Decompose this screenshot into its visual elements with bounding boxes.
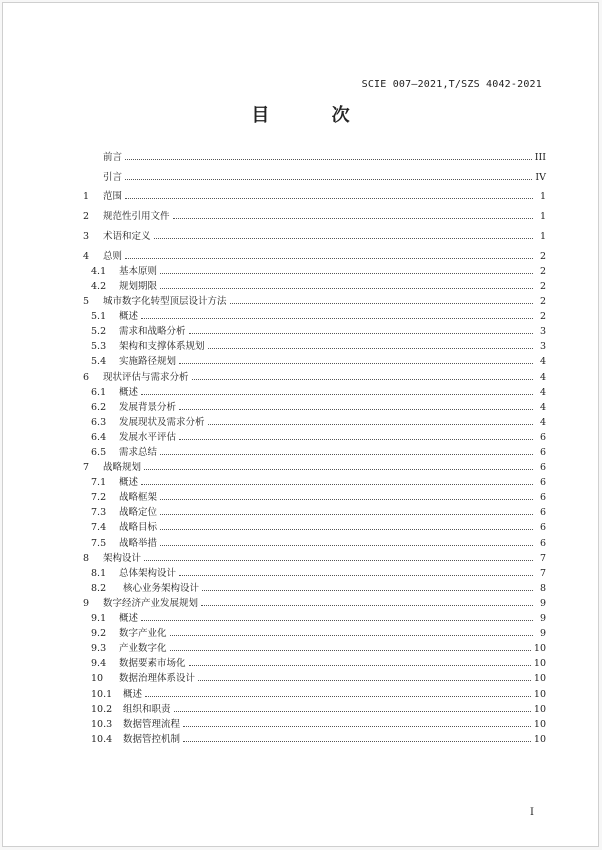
toc-entry[interactable] [83, 458, 546, 473]
toc-leader-dots [208, 424, 533, 425]
toc-leader-dots [189, 333, 533, 334]
toc-entry-number: 8 [83, 552, 90, 564]
toc-entry-page: 10 [533, 703, 546, 715]
toc-entry-number: 9.1 [91, 613, 107, 625]
toc-entry-page: 6 [539, 462, 546, 474]
toc-entry-label: 城市数字化转型顶层设计方法 [103, 296, 227, 308]
toc-leader-dots [183, 726, 531, 727]
toc-entry-page: 1 [539, 211, 546, 223]
toc-entry[interactable] [83, 443, 546, 458]
toc-entry-label: 组织和职责 [123, 703, 171, 715]
toc-entry-page: 6 [539, 537, 546, 549]
toc-entry-page: 2 [539, 265, 546, 277]
toc-entry[interactable] [83, 669, 546, 684]
toc-leader-dots [144, 469, 533, 470]
toc-entry[interactable] [83, 624, 546, 639]
toc-entry-label: 数据管理流程 [123, 718, 181, 730]
toc-entry[interactable] [83, 183, 546, 203]
toc-entry-page: 2 [539, 250, 546, 262]
toc-leader-dots [183, 741, 531, 742]
toc-leader-dots [179, 439, 533, 440]
toc-entry-page: 1 [539, 230, 546, 242]
toc-entry-page: 2 [539, 296, 546, 308]
toc-entry-page: 2 [539, 311, 546, 323]
toc-entry-number: 9.2 [91, 628, 107, 640]
toc-entry-label: 发展背景分析 [119, 401, 177, 413]
toc-leader-dots [201, 605, 533, 606]
table-of-contents [83, 143, 546, 745]
toc-entry-page: III [534, 151, 546, 163]
toc-entry-label: 数据要素市场化 [119, 658, 186, 670]
toc-entry-page: 6 [539, 522, 546, 534]
toc-leader-dots [202, 590, 533, 591]
toc-entry[interactable] [83, 473, 546, 488]
toc-entry[interactable] [83, 609, 546, 624]
toc-entry[interactable] [83, 277, 546, 292]
toc-entry-label: 产业数字化 [119, 643, 167, 655]
toc-entry-number: 10.1 [91, 688, 113, 700]
toc-entry[interactable] [83, 533, 546, 548]
document-page [2, 2, 599, 847]
toc-entry-page: 10 [533, 688, 546, 700]
toc-entry-number: 5 [83, 296, 90, 308]
toc-entry-label: 概述 [119, 386, 139, 398]
toc-entry-label: 引言 [103, 171, 123, 183]
toc-entry-number: 7.2 [91, 492, 107, 504]
toc-entry-number: 7 [83, 462, 90, 474]
toc-leader-dots [170, 650, 531, 651]
toc-entry[interactable] [83, 163, 546, 183]
toc-entry-number: 4.1 [91, 265, 107, 277]
toc-entry-label: 战略框架 [119, 492, 158, 504]
toc-entry-number: 1 [83, 191, 90, 203]
toc-entry-number: 5.3 [91, 341, 107, 353]
toc-entry[interactable] [83, 579, 546, 594]
toc-leader-dots [160, 514, 533, 515]
toc-entry[interactable] [83, 730, 546, 745]
toc-entry-label: 数字产业化 [119, 628, 167, 640]
toc-entry-label: 数据治理体系设计 [119, 673, 196, 685]
toc-leader-dots [170, 635, 533, 636]
toc-leader-dots [160, 273, 533, 274]
toc-entry-label: 战略目标 [119, 522, 158, 534]
toc-entry[interactable] [83, 488, 546, 503]
toc-entry[interactable] [83, 222, 546, 242]
toc-entry-label: 规划期限 [119, 280, 158, 292]
toc-entry-label: 需求和战略分析 [119, 326, 186, 338]
toc-leader-dots [160, 288, 533, 289]
toc-entry[interactable] [83, 143, 546, 163]
toc-leader-dots [125, 159, 532, 160]
toc-entry-number: 5.2 [91, 326, 107, 338]
toc-entry-number: 7.4 [91, 522, 107, 534]
toc-entry-label: 战略规划 [103, 462, 142, 474]
toc-entry-page: 6 [539, 492, 546, 504]
toc-entry-number: 7.5 [91, 537, 107, 549]
toc-leader-dots [145, 696, 531, 697]
toc-entry-number: 3 [83, 230, 90, 242]
toc-entry-label: 数字经济产业发展规划 [103, 597, 199, 609]
toc-entry-page: 6 [539, 447, 546, 458]
toc-entry-label: 架构和支撑体系规划 [119, 341, 205, 353]
toc-entry-number: 8.1 [91, 567, 107, 579]
toc-entry-number: 6 [83, 371, 90, 383]
toc-entry-number: 10.4 [91, 733, 113, 745]
toc-entry-number: 10 [91, 673, 104, 685]
toc-entry-page: 6 [539, 431, 546, 443]
toc-entry-number: 10.2 [91, 703, 113, 715]
toc-entry-page: 9 [539, 613, 546, 625]
toc-entry-page: 8 [539, 582, 546, 594]
toc-entry-label: 数据管控机制 [123, 733, 181, 745]
toc-entry[interactable] [83, 383, 546, 398]
toc-entry[interactable] [83, 202, 546, 222]
toc-entry[interactable] [83, 594, 546, 609]
toc-entry[interactable] [83, 639, 546, 654]
toc-leader-dots [179, 575, 533, 576]
toc-entry-page: 10 [533, 718, 546, 730]
toc-entry-number: 8.2 [91, 582, 107, 594]
toc-entry[interactable] [83, 322, 546, 337]
toc-entry-label: 前言 [103, 151, 123, 163]
toc-entry-page: IV [535, 171, 546, 183]
toc-leader-dots [141, 394, 533, 395]
toc-entry-page: 10 [533, 658, 546, 670]
toc-entry-label: 概述 [119, 613, 139, 625]
toc-leader-dots [174, 711, 531, 712]
toc-leader-dots [179, 409, 533, 410]
toc-leader-dots [125, 258, 533, 259]
toc-entry-label: 现状评估与需求分析 [103, 371, 189, 383]
toc-entry-number: 7.1 [91, 477, 107, 489]
toc-leader-dots [160, 545, 533, 546]
toc-leader-dots [141, 484, 533, 485]
toc-entry-number: 10.3 [91, 718, 113, 730]
toc-entry-number: 7.3 [91, 507, 107, 519]
toc-entry-page: 4 [539, 416, 546, 428]
toc-entry-page: 6 [539, 507, 546, 519]
toc-entry-page: 3 [539, 341, 546, 353]
toc-entry[interactable] [83, 684, 546, 699]
toc-entry-page: 4 [539, 386, 546, 398]
toc-leader-dots [141, 620, 533, 621]
toc-entry-label: 实施路径规划 [119, 356, 177, 368]
toc-entry-page: 10 [533, 643, 546, 655]
toc-entry-label: 总则 [103, 250, 123, 262]
toc-entry-page: 2 [539, 280, 546, 292]
toc-entry-label: 范围 [103, 191, 123, 203]
toc-entry-number: 9.3 [91, 643, 107, 655]
toc-entry-label: 基本原则 [119, 265, 158, 277]
toc-leader-dots [125, 179, 532, 180]
toc-leader-dots [125, 198, 533, 199]
toc-leader-dots [189, 665, 531, 666]
toc-entry-label: 战略举措 [119, 537, 158, 549]
toc-entry-page: 4 [539, 401, 546, 413]
toc-leader-dots [160, 529, 533, 530]
toc-leader-dots [160, 454, 533, 455]
toc-entry-label: 概述 [123, 688, 143, 700]
toc-entry-label: 规范性引用文件 [103, 211, 170, 223]
toc-entry[interactable] [83, 564, 546, 579]
toc-entry-label: 发展现状及需求分析 [119, 416, 205, 428]
toc-entry-number: 6.2 [91, 401, 107, 413]
toc-entry[interactable] [83, 549, 546, 564]
toc-entry[interactable] [83, 654, 546, 669]
toc-leader-dots [198, 680, 531, 681]
toc-leader-dots [230, 303, 533, 304]
toc-entry[interactable] [83, 367, 546, 382]
toc-entry-number: 2 [83, 211, 90, 223]
toc-entry[interactable] [83, 428, 546, 443]
toc-entry-page: 9 [539, 597, 546, 609]
toc-entry-label: 需求总结 [119, 447, 158, 458]
toc-entry-number: 6.1 [91, 386, 107, 398]
toc-entry-page: 6 [539, 477, 546, 489]
page-title: 目 次 [251, 105, 378, 126]
toc-entry-label: 术语和定义 [103, 230, 151, 242]
toc-leader-dots [179, 363, 533, 364]
toc-entry-label: 概述 [119, 311, 139, 323]
toc-entry-number: 6.5 [91, 447, 107, 458]
toc-entry-number: 6.3 [91, 416, 107, 428]
toc-entry-page: 3 [539, 326, 546, 338]
toc-leader-dots [144, 560, 533, 561]
toc-entry-number: 9 [83, 597, 90, 609]
toc-entry[interactable] [83, 352, 546, 367]
page-number: I [530, 807, 534, 818]
toc-entry-label: 战略定位 [119, 507, 158, 519]
toc-entry-label: 总体架构设计 [119, 567, 177, 579]
toc-entry-label: 概述 [119, 477, 139, 489]
toc-entry-number: 4 [83, 250, 90, 262]
toc-entry-page: 7 [539, 567, 546, 579]
toc-leader-dots [160, 499, 533, 500]
toc-entry[interactable] [83, 413, 546, 428]
toc-entry[interactable] [83, 700, 546, 715]
toc-entry[interactable] [83, 262, 546, 277]
toc-entry[interactable] [83, 398, 546, 413]
toc-entry-page: 10 [533, 733, 546, 745]
toc-entry-number: 5.1 [91, 311, 107, 323]
toc-leader-dots [208, 348, 533, 349]
toc-entry[interactable] [83, 307, 546, 322]
toc-entry[interactable] [83, 503, 546, 518]
toc-entry-page: 10 [533, 673, 546, 685]
toc-entry-label: 发展水平评估 [119, 431, 177, 443]
toc-entry-number: 4.2 [91, 280, 107, 292]
toc-leader-dots [192, 379, 533, 380]
toc-entry[interactable] [83, 292, 546, 307]
toc-entry-number: 9.4 [91, 658, 107, 670]
toc-leader-dots [173, 218, 533, 219]
toc-entry-page: 4 [539, 356, 546, 368]
toc-entry-page: 4 [539, 371, 546, 383]
toc-entry-page: 9 [539, 628, 546, 640]
toc-entry-page: 7 [539, 552, 546, 564]
toc-leader-dots [141, 318, 533, 319]
toc-entry[interactable] [83, 337, 546, 352]
toc-entry-number: 6.4 [91, 431, 107, 443]
toc-entry-number: 5.4 [91, 356, 107, 368]
toc-leader-dots [154, 238, 533, 239]
toc-entry[interactable] [83, 715, 546, 730]
toc-entry-label: 核心业务架构设计 [123, 582, 200, 594]
toc-entry[interactable] [83, 518, 546, 533]
document-code: SCIE 007—2021,T/SZS 4042-2021 [361, 79, 542, 90]
toc-entry-label: 架构设计 [103, 552, 142, 564]
toc-entry[interactable] [83, 242, 546, 262]
toc-entry-page: 1 [539, 191, 546, 203]
